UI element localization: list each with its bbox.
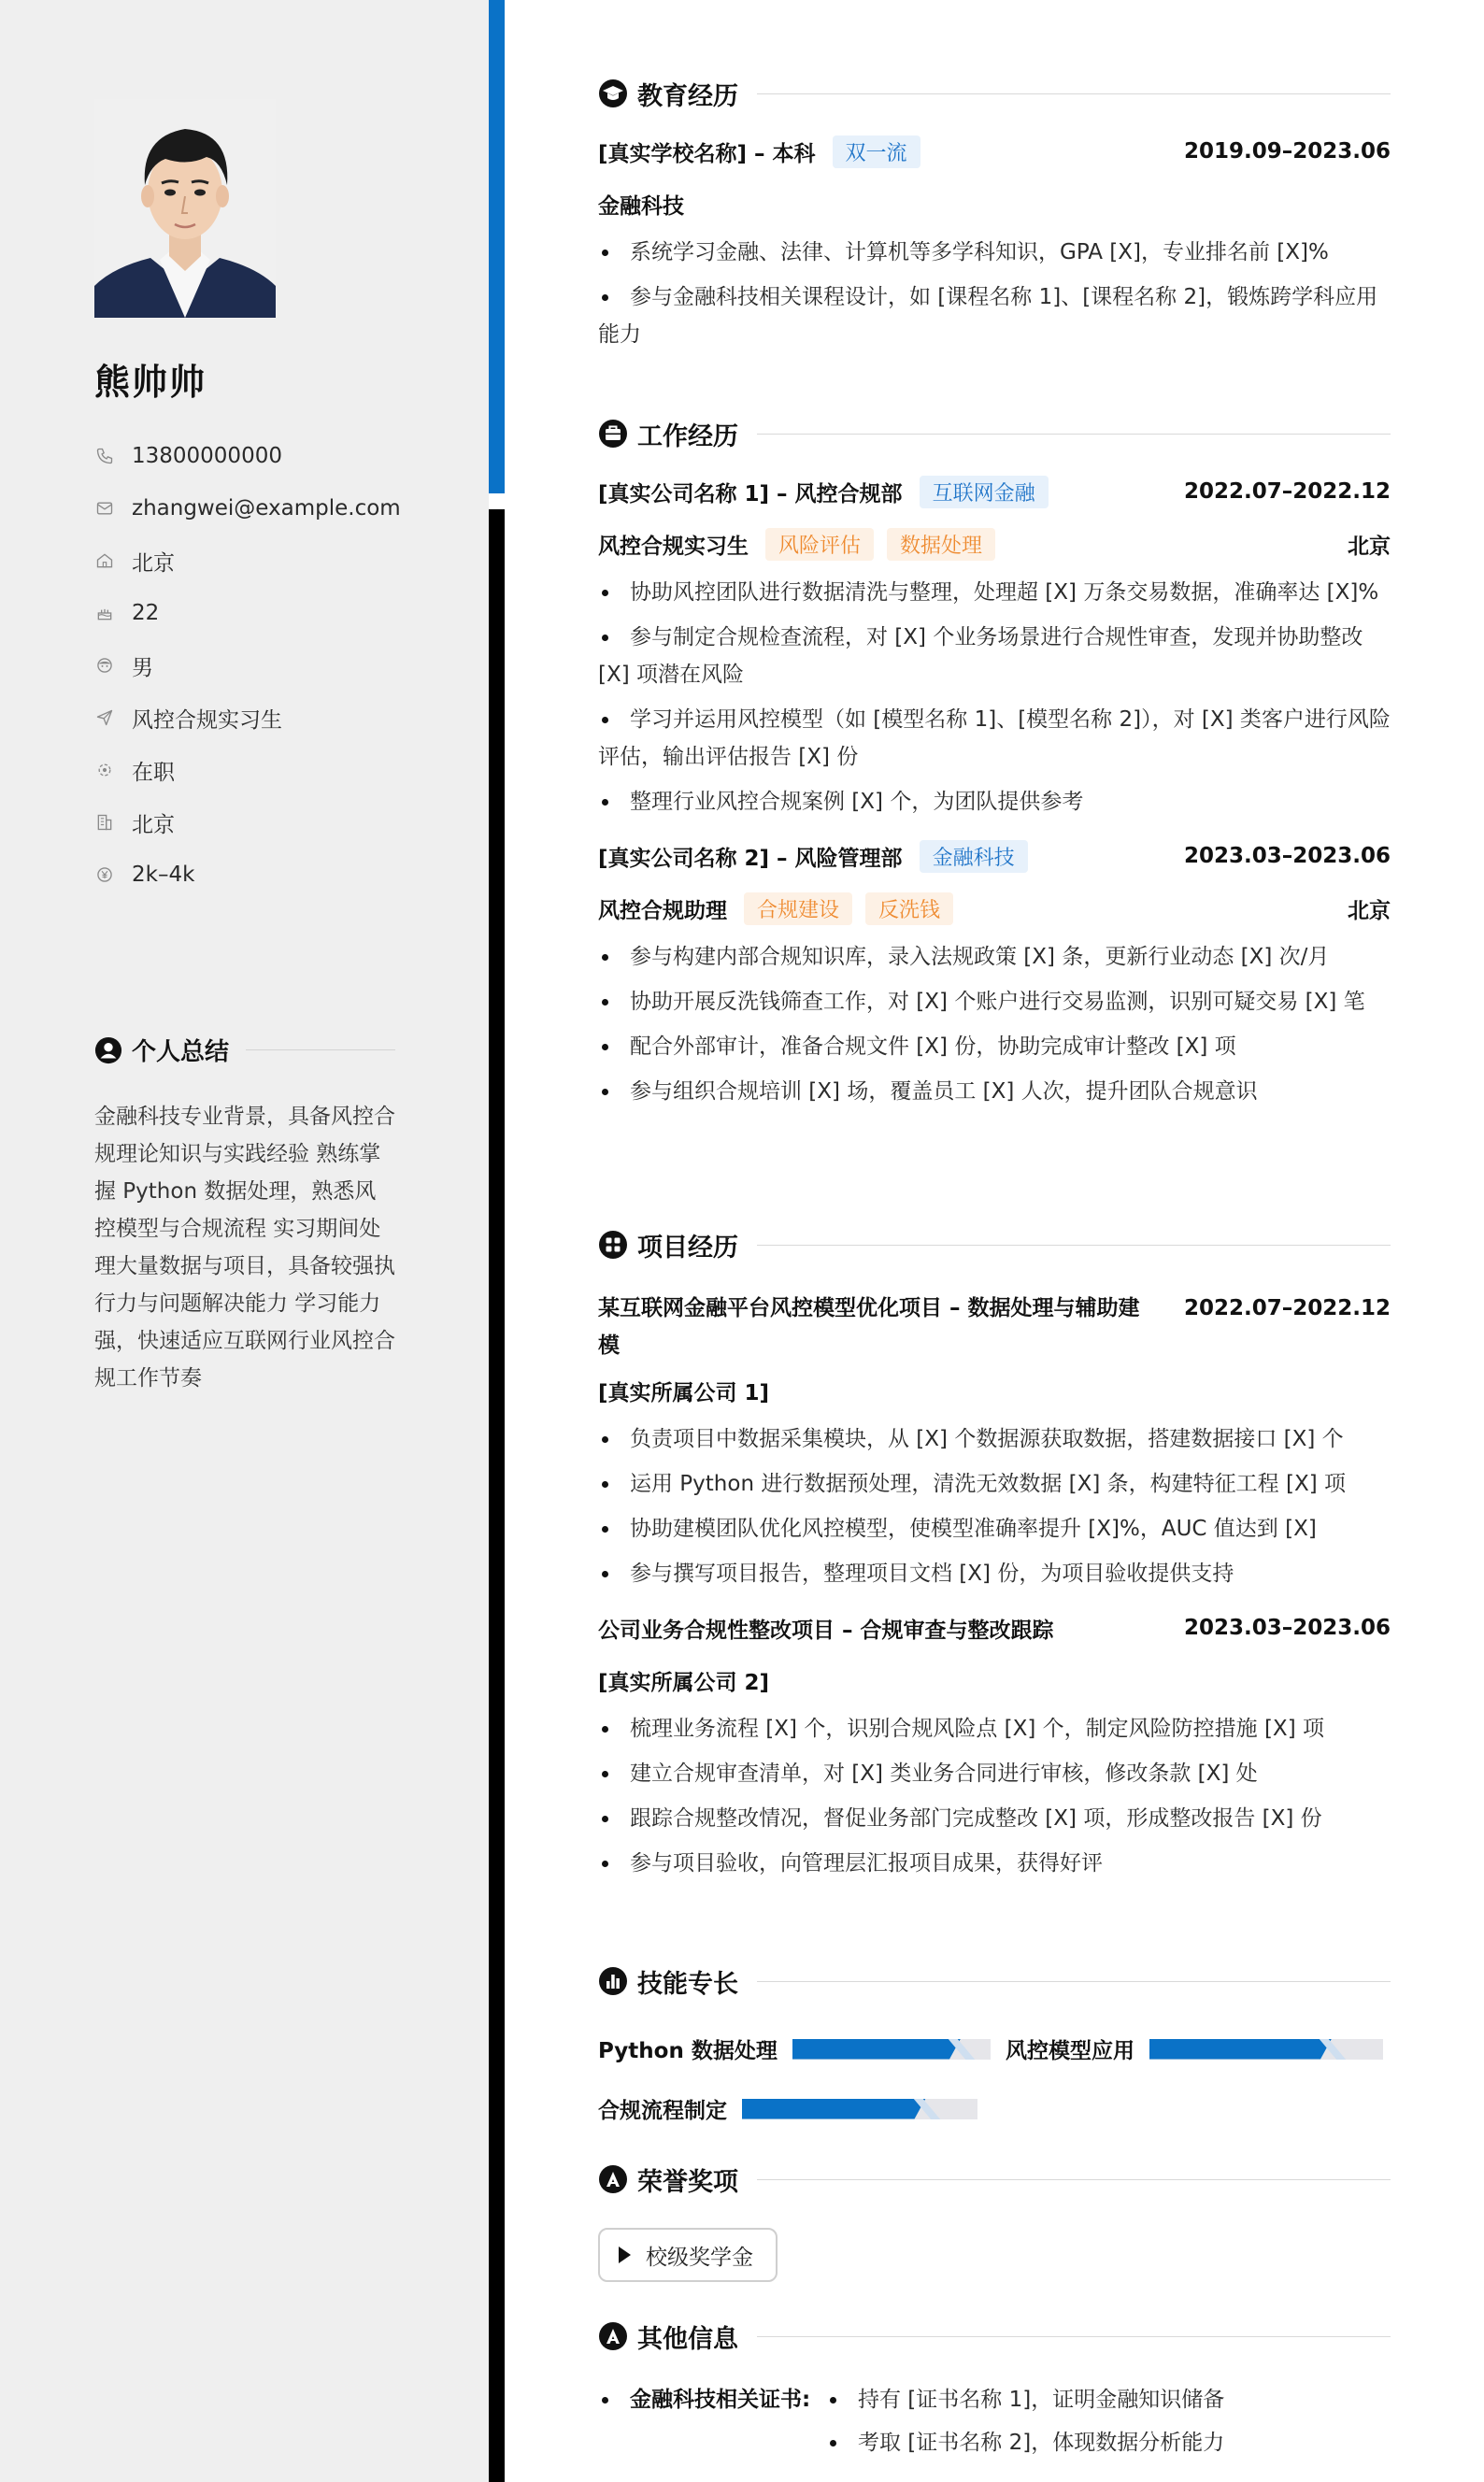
education-row [598,125,1391,178]
send-icon [94,707,115,728]
projects-heading [598,1224,1391,1265]
info-age [94,587,401,639]
skill-compliance [598,2093,977,2124]
phone-icon [94,446,115,466]
info-salary-text: 2k–4k [132,863,195,887]
mail-icon [94,498,115,519]
skill-python-bar [792,2039,991,2060]
education-date: 2019.09–2023.06 [1183,139,1391,164]
project-2-company-row [598,1654,1391,1706]
project-1-date: 2022.07–2022.12 [1183,1296,1391,1320]
list-item: 配合外部审计，准备合规文件 [X] 份，协助完成审计整改 [X] 项 [598,1028,1391,1065]
skill-python-name: Python 数据处理 [598,2039,778,2063]
project-1-name-line2: 模 [598,1334,620,1358]
project-1-company: [真实所属公司 1] [598,1380,770,1405]
briefcase-icon [598,419,628,449]
skill-python [598,2033,991,2064]
info-email-text: zhangwei@example.com [132,496,401,521]
job-1-row [598,465,1391,518]
job-1-role: 风控合规实习生 [598,534,749,559]
info-gender [94,639,401,692]
skills-divider [757,1981,1391,1982]
list-item: 参与项目验收，向管理层汇报项目成果，获得好评 [598,1845,1391,1882]
work-heading [598,413,1391,454]
list-item: 梳理业务流程 [X] 个，识别合规风险点 [X] 个，制定风险防控措施 [X] 项 [598,1710,1391,1747]
info-age-text: 22 [132,601,160,625]
job-2-skill-tag: 反洗钱 [865,892,953,925]
major-name: 金融科技 [598,193,684,219]
gender-icon [94,655,115,676]
status-icon [94,760,115,780]
honors-title: 荣誉奖项 [637,2167,738,2197]
info-workplace [94,796,401,849]
skills-section [598,1961,1391,2002]
list-item: 系统学习金融、法律、计算机等多学科知识，GPA [X]，专业排名前 [X]% [598,234,1391,271]
job-1-date: 2022.07–2022.12 [1183,479,1391,504]
list-item: 负责项目中数据采集模块，从 [X] 个数据源获取数据，搭建数据接口 [X] 个 [598,1420,1391,1458]
job-2-role: 风控合规助理 [598,898,727,923]
summary-divider [246,1049,395,1050]
project-1-bullets [598,1420,1391,1592]
honors-section [598,2159,1391,2282]
job-1-tag: 互联网金融 [920,476,1049,508]
list-item: 参与金融科技相关课程设计，如 [课程名称 1]、[课程名称 2]，锻炼跨学科应用能力 [598,278,1391,353]
award-label: 校级奖学金 [646,2245,753,2270]
school-name: [真实学校名称] – 本科 [598,141,816,166]
job-1-city: 北京 [1348,534,1391,559]
skill-risk-model-fill [1149,2039,1332,2060]
skills-title: 技能专长 [637,1969,738,1999]
info-position-text: 风控合规实习生 [132,707,282,733]
skill-risk-model-bar [1149,2039,1383,2060]
info-salary [94,849,401,901]
skill-python-fill [792,2039,961,2060]
info-phone [94,430,401,482]
list-item: 参与构建内部合规知识库，录入法规政策 [X] 条，更新行业动态 [X] 次/月 [598,938,1391,976]
contact-info-list [94,430,401,901]
work-divider [757,434,1391,435]
award-item[interactable] [598,2228,778,2282]
other-heading [598,2316,1391,2357]
education-heading [598,73,1391,114]
skill-compliance-fill [742,2099,926,2119]
info-status-text: 在职 [132,760,175,785]
skills-heading [598,1961,1391,2002]
job-2-skill-tag: 合规建设 [744,892,852,925]
projects-divider [757,1245,1391,1246]
award-icon [598,2164,628,2194]
list-item: 协助建模团队优化风控模型，使模型准确率提升 [X]%，AUC 值达到 [X] [598,1510,1391,1548]
list-item: 协助风控团队进行数据清洗与整理，处理超 [X] 万条交易数据，准确率达 [X]% [598,574,1391,611]
bar-chart-icon [598,1966,628,1996]
job-2-tag: 金融科技 [920,840,1028,873]
job-1-skill-tag: 数据处理 [887,528,995,561]
project-1-row [598,1290,1391,1364]
list-item: 考取 [证书名称 2]，体现数据分析能力 [826,2424,1387,2461]
list-item: 整理行业风控合规案例 [X] 个，为团队提供参考 [598,783,1391,820]
other-section [598,2316,1391,2455]
info-gender-text: 男 [132,655,153,680]
project-1-name-line1: 某互联网金融平台风控模型优化项目 – 数据处理与辅助建 [598,1296,1140,1320]
school-tag: 双一流 [833,136,920,168]
project-2-company: [真实所属公司 2] [598,1670,770,1695]
award-icon [598,2321,628,2351]
job-2-row [598,830,1391,882]
honors-list [598,2228,1391,2282]
info-phone-text: 13800000000 [132,444,282,468]
list-item: 协助开展反洗钱筛查工作，对 [X] 个账户进行交易监测，识别可疑交易 [X] 笔 [598,983,1391,1020]
job-1-company: [真实公司名称 1] – 风控合规部 [598,481,903,506]
graduation-cap-icon [598,78,628,108]
list-item: 持有 [证书名称 1]，证明金融知识储备 [826,2381,1387,2418]
certificate-list [826,2381,1387,2469]
job-2-bullets [598,938,1391,1110]
education-title: 教育经历 [637,81,738,111]
skill-risk-model [1006,2033,1383,2064]
summary-text: 金融科技专业背景，具备风控合规理论知识与实践经验 熟练掌握 Python 数据处理，熟悉风控模型与合规流程 实习期间处理大量数据与项目，具备较强执行力与问题解决能力 学习能力强，快速适应互联网行业风控合规工作节奏 [94,1105,395,1391]
list-item: 学习并运用风控模型（如 [模型名称 1]、[模型名称 2]），对 [X] 类客户进行风险评估，输出评估报告 [X] 份 [598,701,1391,776]
list-item: 运用 Python 进行数据预处理，清洗无效数据 [X] 条，构建特征工程 [X] 项 [598,1465,1391,1503]
project-1-company-row [598,1364,1391,1417]
job-2-city: 北京 [1348,898,1391,923]
honors-divider [757,2179,1391,2180]
profile-name: 熊帅帅 [94,362,207,403]
project-2-date: 2023.03–2023.06 [1183,1616,1391,1640]
grid-icon [598,1230,628,1260]
work-section [598,413,1391,1118]
job-1-role-row [598,518,1391,570]
list-item: 参与制定合规检查流程，对 [X] 个业务场景进行合规性审查，发现并协助整改 [X] 项潜在风险 [598,619,1391,693]
building-icon [94,812,115,833]
education-bullets [598,234,1391,353]
other-title: 其他信息 [637,2324,738,2354]
accent-bar-black [489,509,505,2482]
home-icon [94,550,115,571]
salary-icon [94,864,115,885]
user-icon [94,1036,122,1064]
project-2-name: 公司业务合规性整改项目 – 合规审查与整改跟踪 [598,1618,1054,1643]
honors-heading [598,2159,1391,2200]
job-2-role-row [598,882,1391,934]
summary-heading [94,1033,395,1067]
education-divider [757,93,1391,94]
summary-title: 个人总结 [132,1038,230,1066]
projects-title: 项目经历 [637,1233,738,1262]
info-location [94,535,401,587]
info-position [94,692,401,744]
info-status [94,744,401,796]
list-item: 参与撰写项目报告，整理项目文档 [X] 份，为项目验收提供支持 [598,1555,1391,1592]
project-1-name [598,1290,1177,1364]
list-item: 参与组织合规培训 [X] 场，覆盖员工 [X] 人次，提升团队合规意识 [598,1073,1391,1110]
job-2-company: [真实公司名称 2] – 风险管理部 [598,846,903,871]
list-item: 跟踪合规整改情况，督促业务部门完成整改 [X] 项，形成整改报告 [X] 份 [598,1800,1391,1837]
info-location-text: 北京 [132,550,175,576]
work-title: 工作经历 [637,421,738,451]
cake-icon [94,603,115,623]
list-item: 建立合规审查清单，对 [X] 类业务合同进行审核，修改条款 [X] 处 [598,1755,1391,1792]
other-divider [757,2336,1391,2337]
play-icon [619,2247,631,2263]
major-row [598,178,1391,230]
project-2-bullets [598,1710,1391,1882]
other-label: 金融科技相关证书: [630,2388,811,2412]
education-section [598,73,1391,361]
info-workplace-text: 北京 [132,812,175,837]
skill-compliance-name: 合规流程制定 [598,2099,727,2123]
projects-section [598,1224,1391,1890]
profile-photo [94,99,276,318]
skill-compliance-bar [742,2099,977,2119]
job-1-skill-tag: 风险评估 [765,528,874,561]
job-1-bullets [598,574,1391,820]
job-2-date: 2023.03–2023.06 [1183,844,1391,868]
accent-bar-blue [489,0,505,493]
skill-risk-model-name: 风控模型应用 [1006,2039,1134,2063]
other-content [598,2381,1391,2455]
project-2-row [598,1602,1391,1654]
info-email [94,482,401,535]
